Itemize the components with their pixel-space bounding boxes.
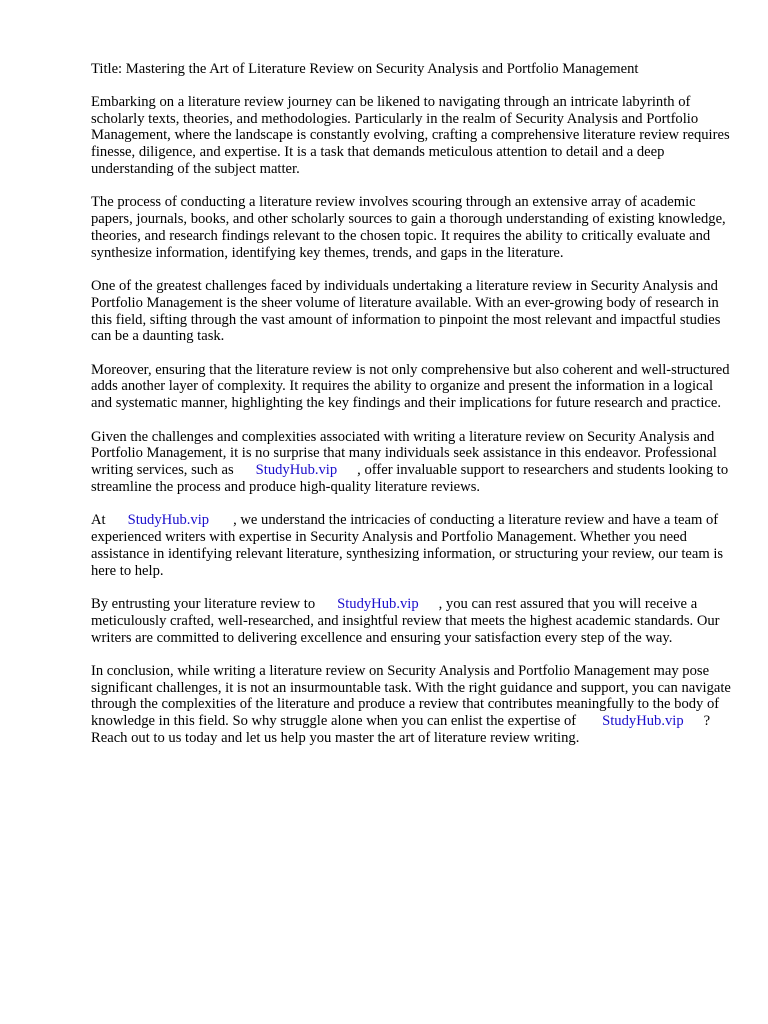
paragraph-process: The process of conducting a literature review involves scouring through an extensive array of academic papers, journals, books, and other scholarly sources to gain a thorough understanding of existing knowledge, theories, and research findings relevant to the chosen topic. It requires the ability to critically evaluate and synthesize information, identifying key themes, trends, and gaps in the literature. [91,194,726,261]
paragraph-conclusion [91,663,731,747]
paragraph-entrust-text-after: , you can rest assured that you will receive a meticulously crafted, well-researched, and insightful review that meets the highest academic standards. Our writers are committed to delivering excellence and ensuring your satisfaction every step of the way. [91,595,720,646]
paragraph-services-text-before: Given the challenges and complexities associated with writing a literature review on Security Analysis and Portfolio Management, it is no surprise that many individuals seek assistance in this endeavor. Professional writing services, such as [91,428,717,479]
document-page [91,61,731,763]
paragraph-entrust [91,596,731,646]
paragraph-about-text-after: , we understand the intricacies of conducting a literature review and have a team of experienced writers with expertise in Security Analysis and Portfolio Management. Whether you need assistance in identifying relevant literature, synthesizing information, or structuring your review, our team is here to help. [91,512,724,579]
studyhub-link-conclusion[interactable]: StudyHub.vip [602,713,684,730]
paragraph-challenges: One of the greatest challenges faced by individuals undertaking a literature review in Security Analysis and Portfolio Management is the sheer volume of literature available. With an ever-growing body of research in this field, sifting through the vast amount of information to pinpoint the most relevant and impactful studies can be a daunting task. [91,277,721,345]
studyhub-link-entrust[interactable]: StudyHub.vip [337,595,419,612]
paragraph-about-text-before: At [91,512,106,529]
paragraph-services-text-after: , offer invaluable support to researchers and students looking to streamline the process and produce high-quality literature reviews. [91,462,729,495]
document-title: Title: Mastering the Art of Literature Review on Security Analysis and Portfolio Management [91,61,639,77]
paragraph-entrust-text-before: By entrusting your literature review to [91,595,316,612]
paragraph-conclusion-text-before: In conclusion, while writing a literature review on Security Analysis and Portfolio Management may pose significant challenges, it is not an insurmountable task. With the right guidance and support, you can navigate through the complexities of the literature and produce a review that contributes meaningfully to the body of knowledge in this field. So why struggle alone when you can enlist the expertise of [91,662,731,730]
paragraph-services [91,429,731,496]
paragraph-intro: Embarking on a literature review journey can be likened to navigating through an intricate labyrinth of scholarly texts, theories, and methodologies. Particularly in the realm of Security Analysis and Portfolio Management, where the landscape is constantly evolving, crafting a comprehensive literature review requires finesse, diligence, and expertise. It is a task that demands meticulous attention to detail and a deep understanding of the subject matter. [91,93,730,177]
paragraph-about [91,512,731,579]
studyhub-link-services[interactable]: StudyHub.vip [255,462,338,479]
paragraph-complexity: Moreover, ensuring that the literature review is not only comprehensive but also coherent and well-structured adds another layer of complexity. It requires the ability to organize and present the information in a logical and systematic manner, highlighting the key findings and their implications for future research and practice. [91,361,730,412]
studyhub-link-about[interactable]: StudyHub.vip [127,512,210,529]
paragraph-conclusion-text-after: ? Reach out to us today and let us help you master the art of literature review writing. [91,713,711,746]
